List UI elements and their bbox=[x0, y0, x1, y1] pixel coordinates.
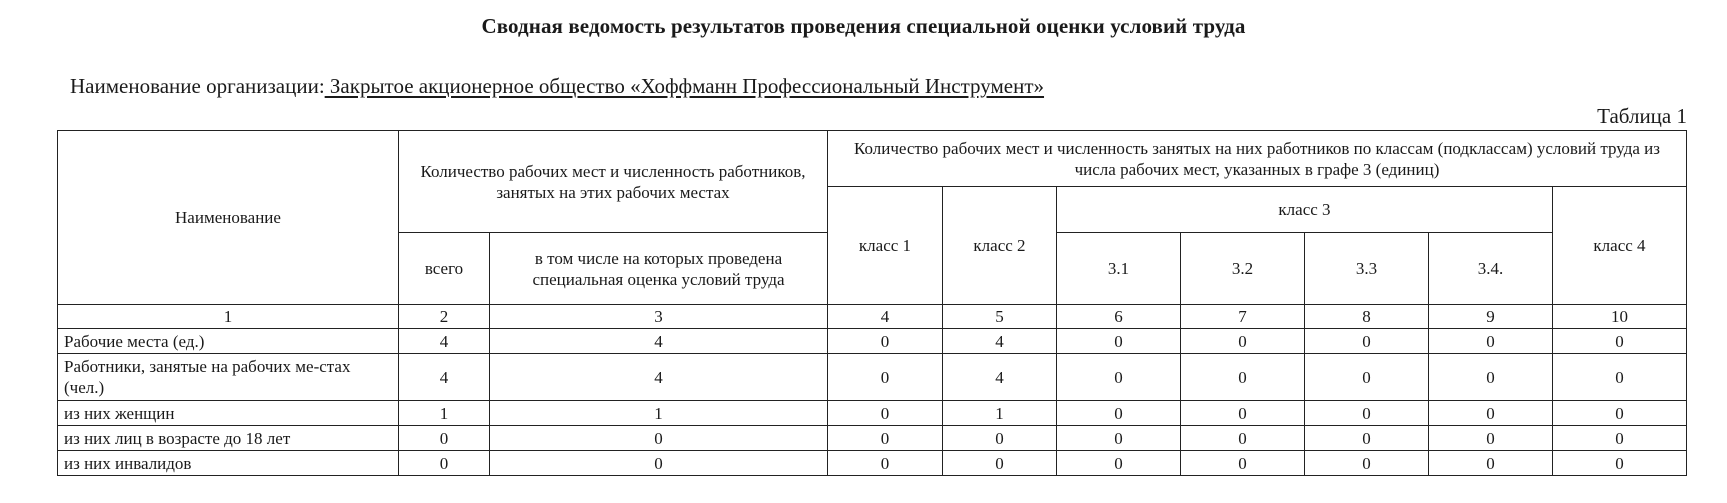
header-assessed: в том числе на которых проведена специальная оценка условий труда bbox=[490, 233, 828, 305]
table-cell: 0 bbox=[828, 354, 943, 401]
table-cell: 0 bbox=[1181, 451, 1305, 476]
table-cell: 4 bbox=[943, 329, 1057, 354]
table-cell: 0 bbox=[1057, 401, 1181, 426]
table-cell: 0 bbox=[1305, 354, 1429, 401]
table-cell: 0 bbox=[828, 426, 943, 451]
summary-table bbox=[57, 130, 1687, 476]
organization-line bbox=[70, 74, 1044, 99]
header-class-4: класс 4 bbox=[1553, 187, 1687, 305]
table-cell: 4 bbox=[490, 354, 828, 401]
table-row bbox=[58, 401, 1687, 426]
column-number: 2 bbox=[399, 305, 490, 329]
table-cell: 0 bbox=[399, 426, 490, 451]
table-cell: 0 bbox=[399, 451, 490, 476]
column-number: 3 bbox=[490, 305, 828, 329]
row-label: из них женщин bbox=[58, 401, 399, 426]
table-cell: 4 bbox=[943, 354, 1057, 401]
table-cell: 0 bbox=[1057, 329, 1181, 354]
header-class-1: класс 1 bbox=[828, 187, 943, 305]
table-cell: 1 bbox=[943, 401, 1057, 426]
table-cell: 4 bbox=[399, 329, 490, 354]
table-cell: 0 bbox=[1057, 354, 1181, 401]
table-body bbox=[58, 329, 1687, 476]
row-label: Рабочие места (ед.) bbox=[58, 329, 399, 354]
table-cell: 0 bbox=[1429, 451, 1553, 476]
table-row bbox=[58, 451, 1687, 476]
table-cell: 0 bbox=[1553, 426, 1687, 451]
header-class-2: класс 2 bbox=[943, 187, 1057, 305]
table-cell: 0 bbox=[490, 426, 828, 451]
column-number-row bbox=[58, 305, 1687, 329]
table-cell: 0 bbox=[1553, 451, 1687, 476]
column-number: 1 bbox=[58, 305, 399, 329]
header-group-classes: Количество рабочих мест и численность занятых на них работников по классам (подклассам) условий труда из числа рабочих мест, указанных в графе 3 (единиц) bbox=[828, 131, 1687, 187]
table-cell: 0 bbox=[828, 451, 943, 476]
column-number: 9 bbox=[1429, 305, 1553, 329]
table-cell: 0 bbox=[1181, 401, 1305, 426]
table-cell: 0 bbox=[1181, 354, 1305, 401]
table-header bbox=[58, 131, 1687, 329]
table-cell: 1 bbox=[490, 401, 828, 426]
organization-name: Закрытое акционерное общество «Хоффманн Профессиональный Инструмент» bbox=[324, 74, 1045, 98]
column-number: 6 bbox=[1057, 305, 1181, 329]
row-label: из них лиц в возрасте до 18 лет bbox=[58, 426, 399, 451]
header-subclass-3-4: 3.4. bbox=[1429, 233, 1553, 305]
table-cell: 0 bbox=[1181, 329, 1305, 354]
column-number: 4 bbox=[828, 305, 943, 329]
column-number: 5 bbox=[943, 305, 1057, 329]
table-cell: 0 bbox=[1553, 401, 1687, 426]
table-number: Таблица 1 bbox=[1597, 104, 1687, 128]
table-cell: 4 bbox=[490, 329, 828, 354]
table-cell: 0 bbox=[828, 329, 943, 354]
table-cell: 0 bbox=[1181, 426, 1305, 451]
column-number: 7 bbox=[1181, 305, 1305, 329]
table-cell: 0 bbox=[1305, 451, 1429, 476]
row-label: Работники, занятые на рабочих ме-стах (чел.) bbox=[58, 354, 399, 401]
column-number: 10 bbox=[1553, 305, 1687, 329]
table-cell: 0 bbox=[1429, 329, 1553, 354]
header-group-total: Количество рабочих мест и численность работников, занятых на этих рабочих местах bbox=[399, 131, 828, 233]
table-row bbox=[58, 426, 1687, 451]
organization-label: Наименование организации: bbox=[70, 74, 325, 98]
table-cell: 0 bbox=[1305, 426, 1429, 451]
table-row bbox=[58, 329, 1687, 354]
table-row bbox=[58, 354, 1687, 401]
row-label: из них инвалидов bbox=[58, 451, 399, 476]
header-subclass-3-2: 3.2 bbox=[1181, 233, 1305, 305]
table-cell: 0 bbox=[1305, 401, 1429, 426]
header-name: Наименование bbox=[58, 131, 399, 305]
table-cell: 0 bbox=[943, 426, 1057, 451]
header-subclass-3-1: 3.1 bbox=[1057, 233, 1181, 305]
header-class-3: класс 3 bbox=[1057, 187, 1553, 233]
table-cell: 0 bbox=[943, 451, 1057, 476]
header-subclass-3-3: 3.3 bbox=[1305, 233, 1429, 305]
table-cell: 0 bbox=[1429, 354, 1553, 401]
table-cell: 0 bbox=[1429, 426, 1553, 451]
column-number: 8 bbox=[1305, 305, 1429, 329]
table-cell: 0 bbox=[1057, 426, 1181, 451]
table-cell: 0 bbox=[490, 451, 828, 476]
table-cell: 0 bbox=[1429, 401, 1553, 426]
document-title: Сводная ведомость результатов проведения специальной оценки условий труда bbox=[481, 14, 1246, 38]
table-cell: 0 bbox=[1553, 329, 1687, 354]
table-cell: 0 bbox=[1305, 329, 1429, 354]
table-cell: 1 bbox=[399, 401, 490, 426]
table-cell: 0 bbox=[1057, 451, 1181, 476]
table-cell: 0 bbox=[1553, 354, 1687, 401]
table-cell: 4 bbox=[399, 354, 490, 401]
header-total: всего bbox=[399, 233, 490, 305]
table-cell: 0 bbox=[828, 401, 943, 426]
